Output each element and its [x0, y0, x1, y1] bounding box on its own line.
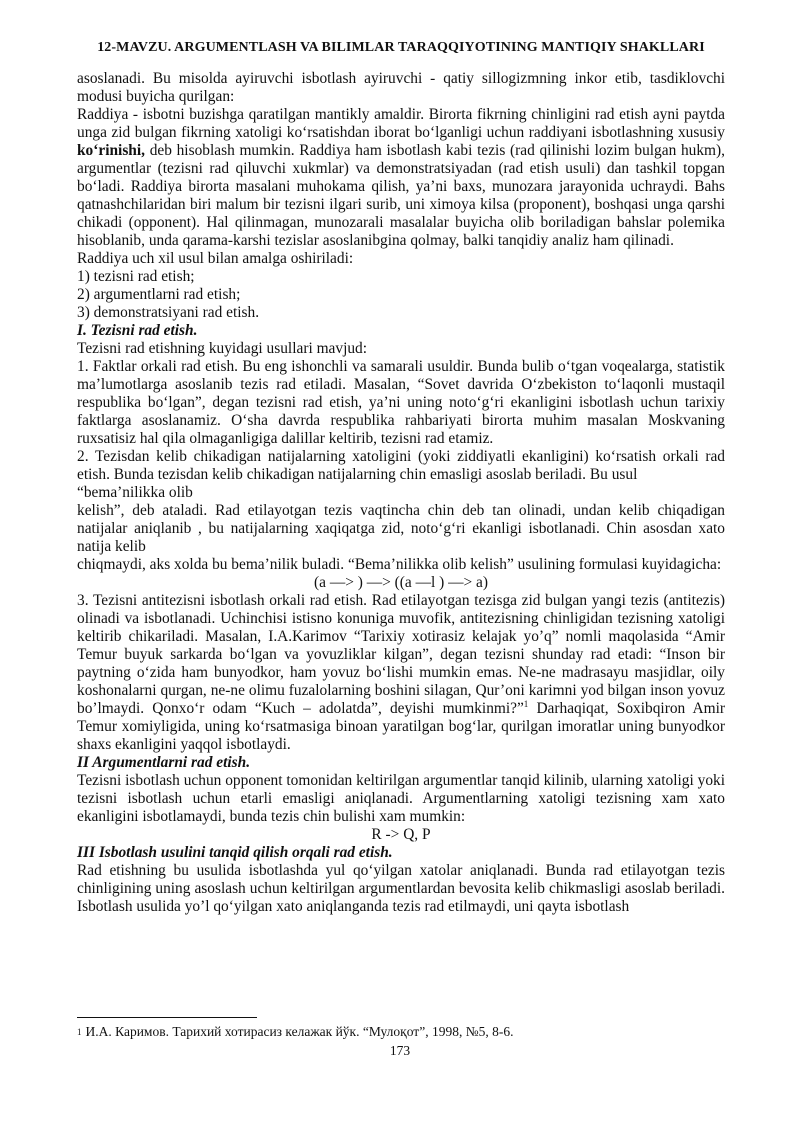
- footnote-reference[interactable]: 1: [523, 699, 529, 709]
- section-heading-1: I. Tezisni rad etish.: [77, 322, 198, 339]
- formula-absurd: (a —> ) —> ((a —l ) —> a): [314, 574, 488, 591]
- list-item-3: 3) demonstratsiyani rad etish.: [77, 304, 260, 321]
- section-heading-3: III Isbotlash usulini tanqid qilish orqali rad etish.: [77, 844, 393, 861]
- footnote-text: И.А. Каримов. Тарихий хотирасиз келажак йўк. “Мулоқот”, 1998, №5, 8-6.: [85, 1024, 514, 1039]
- paragraph-natijalar: 2. Tezisdan kelib chikadigan natijalarning xatoligini (yoki ziddiyatli ekanligini) ko‘rsatish orkali rad etish. Bunda tezisdan kelib chikadigan natijalarning chin emasligi asoslab beriladi. Bu usul: [77, 448, 725, 483]
- page-number: 173: [389, 1043, 411, 1058]
- paragraph-raddiya-part1: Raddiya - isbotni buzishga qaratilgan mantikly amaldir. Birorta fikrning chinligini rad etish ayni paytda unga zid bulgan fikrning xatoligi ko‘rsatishdan iborat bo‘lganligi uchun raddiyani isbotlashning xususiy: [77, 106, 725, 141]
- paragraph-natijalar-line3: kelish”, deb ataladi. Rad etilayotgan tezis vaqtincha chin deb tan olinadi, undan kelib chiqadigan natijalar aniqlanib , bu natijalarning xaqiqatga zid, noto‘g‘ri ekanligi isbotlanadi. Chin asosdan xato natija kelib: [77, 502, 725, 555]
- footnote-mark: 1: [77, 1027, 82, 1037]
- page-content: [77, 40, 725, 916]
- section-heading-2: II Argumentlarni rad etish.: [77, 754, 251, 771]
- paragraph-antitezis-part1: 3. Tezisni antitezisni isbotlash orkali rad etish. Rad etilayotgan tezisga zid bulgan yangi tezis (antitezis) olinadi va isbotlanadi. Uchinchisi istisno konuniga muvofik, antitezisning chinligidan tezisning xatoligi keltirib chikariladi. Masalan, I.A.Karimov “Tarixiy xotirasiz kelajak yo’q” nomli maqolasida “Amir Temur buyuk sarkarda bo‘lgan va yovuzliklar kilgan”, degan tezisni shunday rad etadi: “Inson bir paytning o‘zida ham bunyodkor, ham yovuz bo‘lishi mumkin emas. Ne-ne madrasayu masjidlar, oily koshonalarni qurgan, ne-ne olimu fuzalolarning boshini silagan, Qur’oni karimni yod bilgan inson yovuz bo’lmaydi. Qonxo‘r odam “Kuch – adolatda”, deyishi mumkinmi?”: [77, 592, 725, 717]
- footnote-divider: [77, 1017, 257, 1018]
- paragraph-faktlar: 1. Faktlar orkali rad etish. Bu eng ishonchli va samarali usuldir. Bunda bulib o‘tgan voqealarga, statistik ma’lumotlarga asoslanib tezis rad etiladi. Masalan, “Sovet davrida O‘zbekiston to‘laqonli mustaqil respublika bo‘lgan”, degan tezisni rad etish, ya’ni uning noto‘g‘ri ekanligini isbotlash uchun tarixiy faktlarga asoslanamiz. O‘sha davrda respublika rahbariyati birorta muhim masalan Moskvaning ruxsatisiz hal qila olmaganligiga dalillar keltirib, tezisni rad etamiz.: [77, 358, 725, 447]
- list-item-2: 2) argumentlarni rad etish;: [77, 286, 241, 303]
- bold-term: ko‘rinishi,: [77, 142, 145, 159]
- paragraph-argumentlar: Tezisni isbotlash uchun opponent tomonidan keltirilgan argumentlar tanqid kilinib, ularning xatoligi yoki tezisni isbotlash uchun etarli emasligi aniqlanadi. Argumentlarning xatoligi tezisning xam xato ekanligini isbotlamaydi, bunda tezis chin bulishi xam mumkin:: [77, 772, 725, 825]
- paragraph-antitezis: [77, 592, 725, 754]
- paragraph-raddiya-part2: deb hisoblash mumkin. Raddiya ham isbotlash kabi tezis (rad qilinishi lozim bulgan hukm), argumentlar (tezisni rad qiluvchi xukmlar) va demonstratsiyadan (rad etish usuli) dan tashkil topgan bo‘ladi. Raddiya birorta masalani muhokama qilish, ya’ni baxs, munozara jarayonida uchraydi. Bahs qatnashchilaridan biri malum bir tezisni ilgari surib, uni ximoya kilsa (proponent), boshqasi unga qarshi chikadi (opponent). Hal qilinmagan, munozarali masalalar buyicha olib boriladigan bahslar polemika hisoblanib, unda qarama-karshi tezislar asoslanibgina qolmay, balki tanqidiy analiz ham qilinadi.: [77, 142, 725, 249]
- paragraph-intro: asoslanadi. Bu misolda ayiruvchi isbotlash ayiruvchi - qatiy sillogizmning inkor etib, tasdiklovchi modusi buyicha qurilgan:: [77, 70, 725, 105]
- formula-argument: R -> Q, P: [371, 826, 431, 843]
- paragraph-natijalar-line4: chiqmaydi, aks xolda bu bema’nilik buladi. “Bema’nilikka olib kelish” usulining formulasi kuyidagicha:: [77, 556, 722, 573]
- paragraph-antitezis-part2: Darhaqiqat, Soxibqiron Amir Temur xomiyligida, uning ko‘rsatmasiga binoan yaratilgan bog‘lar, qurilgan imoratlar uning bunyodkor shaxs ekanligini yaqqol isbotlaydi.: [77, 700, 725, 753]
- footnote: [77, 1024, 725, 1040]
- paragraph-isbotlash-usuli: Rad etishning bu usulida isbotlashda yul qo‘yilgan xatolar aniqlanadi. Bunda rad etilayotgan tezis chinligining uning asoslash uchun keltirilgan argumentlardan bevosita kelib chikmasligi asoslab beriladi. Isbotlash usulida yo’l qo‘yilgan xato aniqlanganda tezis rad etilmaydi, uni qayta isbotlash: [77, 862, 725, 915]
- paragraph-raddiya: [77, 106, 725, 250]
- paragraph-natijalar-line2: “bema’nilikka olib: [77, 484, 193, 501]
- list-item-1: 1) tezisni rad etish;: [77, 268, 195, 285]
- paragraph-methods-intro: Raddiya uch xil usul bilan amalga oshiriladi:: [77, 250, 354, 267]
- running-header: 12-MAVZU. ARGUMENTLASH VA BILIMLAR TARAQQIYOTINING MANTIQIY SHAKLLARI: [97, 40, 705, 55]
- body-text: [77, 70, 725, 916]
- paragraph-usullar: Tezisni rad etishning kuyidagi usullari mavjud:: [77, 340, 368, 357]
